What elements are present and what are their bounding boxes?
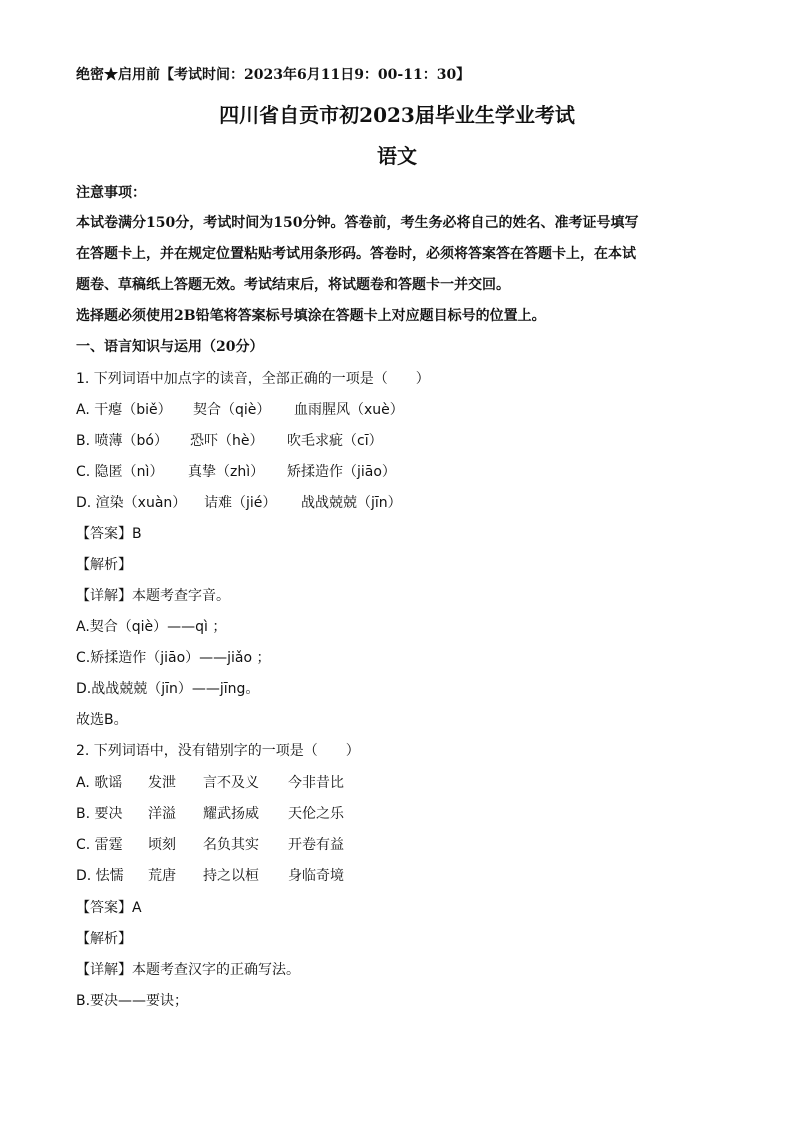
q1-answer: 【答案】B — [76, 526, 142, 542]
q1-explain-3: D.战战兢兢（jīn）——jīng。 — [76, 681, 260, 697]
q2-analysis: 【解析】 — [76, 931, 132, 947]
q2-option-a-3: 言不及义 — [203, 775, 259, 791]
q2-option-d-4: 身临奇境 — [288, 868, 344, 884]
q1-explain-2: C.矫揉造作（jiāo）——jiǎo ； — [76, 650, 271, 666]
q1-option-b-3: 吹毛求疵（cī） — [287, 433, 383, 449]
q1-option-a-3: 血雨腥风（xuè） — [294, 402, 404, 418]
exam-subject: 语文 — [377, 144, 417, 168]
q1-option-a-1: A. 干瘪（biě） — [76, 402, 172, 418]
notice-line-3: 题卷、草稿纸上答题无效。考试结束后，将试题卷和答题卡一并交回。 — [76, 277, 510, 293]
q1-option-d-1: D. 渲染（xuàn） — [76, 495, 187, 511]
section-heading: 一、语言知识与运用（20分） — [76, 339, 264, 355]
q2-option-b-4: 天伦之乐 — [288, 806, 344, 822]
q2-option-c-3: 名负其实 — [203, 837, 259, 853]
q1-option-c-1: C. 隐匿（nì） — [76, 464, 164, 480]
q1-explain-1: A.契合（qiè）——qì ； — [76, 619, 227, 635]
q2-option-b-3: 耀武扬威 — [203, 806, 259, 822]
q1-option-b-1: B. 喷薄（bó） — [76, 433, 168, 449]
q1-option-b-2: 恐吓（hè） — [190, 433, 264, 449]
q1-analysis: 【解析】 — [76, 557, 132, 573]
q2-option-d-1: D. 怯懦 — [76, 868, 124, 884]
notice-line-1: 本试卷满分150分，考试时间为150分钟。答卷前，考生务必将自己的姓名、准考证号填写 — [76, 215, 639, 231]
q1-detail: 【详解】本题考查字音。 — [76, 588, 230, 604]
q1-option-d-2: 诘难（jié） — [204, 495, 277, 511]
q1-option-c-3: 矫揉造作（jiāo） — [287, 464, 396, 480]
q2-option-a-4: 今非昔比 — [288, 775, 344, 791]
q2-explain-1: B.要决——要诀； — [76, 993, 189, 1009]
q2-option-c-4: 开卷有益 — [288, 837, 344, 853]
q2-detail: 【详解】本题考查汉字的正确写法。 — [76, 962, 300, 978]
q2-option-d-2: 荒唐 — [148, 868, 176, 884]
q1-explain-4: 故选B。 — [76, 712, 128, 728]
q2-stem: 2. 下列词语中，没有错别字的一项是（ ） — [76, 743, 360, 759]
q2-option-b-1: B. 要决 — [76, 806, 123, 822]
q2-option-a-2: 发泄 — [148, 775, 176, 791]
notice-line-4: 选择题必须使用2B铅笔将答案标号填涂在答题卡上对应题目标号的位置上。 — [76, 308, 546, 324]
q2-option-a-1: A. 歌谣 — [76, 775, 123, 791]
q1-stem: 1. 下列词语中加点字的读音，全部正确的一项是（ ） — [76, 371, 430, 387]
q1-option-c-2: 真挚（zhì） — [188, 464, 265, 480]
q2-option-c-2: 顷刻 — [148, 837, 176, 853]
q2-answer: 【答案】A — [76, 900, 142, 916]
notice-line-2: 在答题卡上，并在规定位置粘贴考试用条形码。答卷时，必须将答案答在答题卡上，在本试 — [76, 246, 636, 262]
q1-option-a-2: 契合（qiè） — [193, 402, 271, 418]
q1-option-d-3: 战战兢兢（jīn） — [301, 495, 402, 511]
exam-title: 四川省自贡市初2023届毕业生学业考试 — [219, 103, 575, 127]
confidential-line: 绝密★启用前【考试时间：2023年6月11日9：00-11：30】 — [76, 67, 471, 83]
q2-option-b-2: 洋溢 — [148, 806, 176, 822]
notice-heading: 注意事项： — [76, 185, 146, 201]
q2-option-c-1: C. 雷霆 — [76, 837, 123, 853]
q2-option-d-3: 持之以桓 — [203, 868, 259, 884]
